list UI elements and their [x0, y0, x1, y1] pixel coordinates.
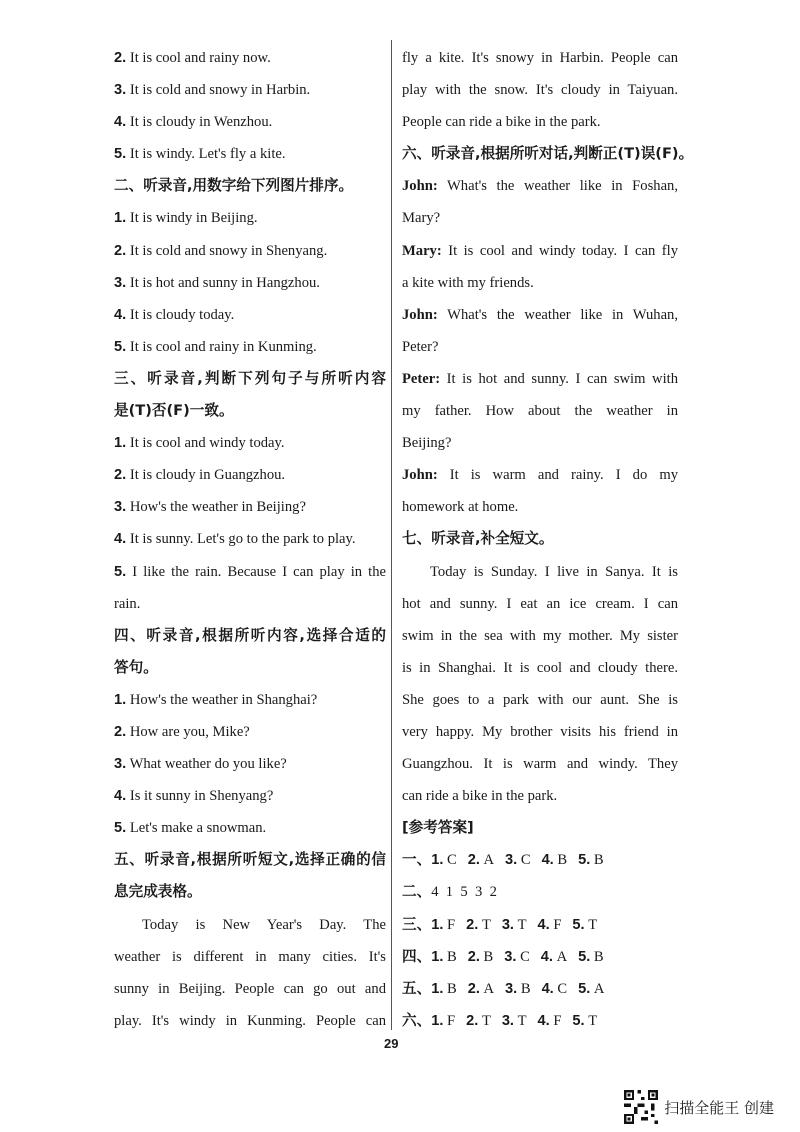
text-line: rain.: [114, 595, 141, 612]
answer-row: [402, 973, 678, 1005]
answer-letter: C: [447, 852, 457, 869]
item-text: It is cold and snowy in Shenyang.: [129, 242, 328, 259]
answer-row: [402, 941, 678, 973]
item-number: 5.: [114, 563, 127, 580]
answer-values: 4 1 5 3 2: [431, 884, 497, 901]
item-number: 5.: [114, 820, 127, 837]
item-number: 4.: [114, 306, 127, 323]
text-line: [114, 202, 386, 234]
answer-letter: A: [483, 980, 495, 997]
answer-number: 5.: [578, 948, 591, 965]
item-text: How are you, Mike?: [129, 723, 250, 740]
qr-code-icon: [624, 1090, 658, 1124]
section-heading: 五、听录音,根据所听短文,选择正确的信: [114, 851, 386, 869]
text-line: [114, 780, 386, 812]
left-column: [114, 42, 386, 1037]
item-text: It is cloudy in Wenzhou.: [129, 114, 273, 131]
answer-number: 3.: [501, 1012, 514, 1029]
item-number: 4.: [114, 788, 127, 805]
item-text: It is cloudy today.: [129, 306, 235, 323]
item-number: 4.: [114, 531, 127, 548]
text-line: She goes to a park with our aunt. She is: [402, 691, 678, 708]
text-line: [114, 235, 386, 267]
text-line: [114, 812, 386, 844]
answer-section-label: 二、: [402, 883, 432, 901]
answer-number: 4.: [541, 980, 554, 997]
answer-number: 2.: [467, 852, 480, 869]
section-heading: 二、听录音,用数字给下列图片排序。: [114, 177, 354, 195]
answer-letter: B: [483, 948, 494, 965]
answer-number: 4.: [540, 948, 553, 965]
right-column: [402, 42, 694, 1037]
answer-number: 1.: [431, 1012, 444, 1029]
section-heading: 答句。: [114, 658, 158, 676]
answer-letter: T: [517, 1012, 527, 1029]
answer-number: 1.: [431, 948, 444, 965]
text-line: swim in the sea with my mother. My sister: [402, 627, 678, 644]
answer-section-label: 一、: [402, 851, 432, 869]
item-number: 1.: [114, 691, 127, 708]
item-text: It is cool and rainy now.: [129, 50, 271, 66]
text-line: [402, 170, 678, 202]
item-number: 2.: [114, 723, 127, 740]
dialog-text: It is warm and rainy. I do my: [449, 467, 678, 484]
text-line: [114, 42, 386, 74]
answer-letter: T: [481, 916, 491, 933]
answer-section-label: 五、: [402, 979, 432, 997]
answer-number: 5.: [572, 1012, 585, 1029]
section-heading: 是(T)否(F)一致。: [114, 402, 234, 420]
answer-number: 1.: [431, 852, 444, 869]
answer-letter: T: [481, 1012, 491, 1029]
item-number: 2.: [114, 50, 127, 66]
item-text: I like the rain. Because I can play in the: [132, 563, 386, 580]
item-text: It is windy. Let's fly a kite.: [129, 146, 286, 163]
section-heading: 七、听录音,补全短文。: [402, 530, 554, 548]
text-line: very happy. My brother visits his friend in: [402, 723, 678, 740]
answer-number: 3.: [505, 980, 518, 997]
text-line: play. It's windy in Kunming. People can: [114, 1012, 386, 1029]
page-number: 29: [384, 1036, 399, 1051]
answer-letter: T: [588, 1012, 598, 1029]
text-line: Peter?: [402, 338, 439, 355]
text-line: [402, 459, 678, 491]
answer-letter: F: [553, 1012, 562, 1029]
item-text: It is sunny. Let's go to the park to play.: [129, 531, 356, 548]
text-line: [402, 299, 678, 331]
speaker-name: John:: [402, 306, 438, 323]
item-text: Is it sunny in Shenyang?: [129, 788, 274, 805]
text-line: a kite with my friends.: [402, 274, 534, 291]
answer-letter: T: [517, 916, 527, 933]
answer-number: 4.: [541, 852, 554, 869]
answer-number: 4.: [537, 916, 550, 933]
answer-letter: A: [483, 852, 495, 869]
item-number: 5.: [114, 146, 127, 163]
item-number: 2.: [114, 467, 127, 484]
dialog-text: What's the weather like in Wuhan,: [447, 306, 678, 323]
item-text: Let's make a snowman.: [129, 820, 267, 837]
text-line: [114, 331, 386, 363]
text-line: People can ride a bike in the park.: [402, 114, 601, 131]
text-line: [114, 459, 386, 491]
answer-number: 2.: [466, 1012, 479, 1029]
text-line: hot and sunny. I eat an ice cream. I can: [402, 595, 678, 612]
text-line: [114, 491, 386, 523]
text-line: [114, 299, 386, 331]
item-text: How's the weather in Shanghai?: [129, 691, 318, 708]
speaker-name: John:: [402, 467, 438, 484]
text-line: [114, 716, 386, 748]
text-line: fly a kite. It's snowy in Harbin. People can: [402, 50, 678, 66]
text-line: [114, 74, 386, 106]
text-line: [114, 748, 386, 780]
text-line: [114, 427, 386, 459]
answer-letter: A: [593, 980, 605, 997]
text-line: [402, 363, 678, 395]
speaker-name: Mary:: [402, 242, 442, 259]
text-line: sunny in Beijing. People can go out and: [114, 980, 386, 997]
item-number: 3.: [114, 82, 127, 99]
section-heading: [参考答案]: [402, 819, 474, 837]
text-line: [114, 138, 386, 170]
section-heading: 四、听录音,根据所听内容,选择合适的: [114, 626, 386, 644]
text-line: [114, 684, 386, 716]
answer-letter: C: [557, 980, 568, 997]
item-text: It is cloudy in Guangzhou.: [129, 467, 286, 484]
text-line: [114, 556, 386, 588]
item-text: It is windy in Beijing.: [129, 210, 258, 227]
answer-section-label: 三、: [402, 915, 432, 933]
text-line: can ride a bike in the park.: [402, 788, 558, 805]
text-line: weather is different in many cities. It's: [114, 948, 386, 965]
answer-section-label: 六、: [402, 1011, 432, 1029]
item-number: 1.: [114, 435, 127, 452]
answer-letter: B: [447, 948, 457, 965]
answer-number: 5.: [572, 916, 585, 933]
item-number: 4.: [114, 114, 127, 131]
answer-number: 5.: [578, 980, 591, 997]
text-line: homework at home.: [402, 499, 519, 516]
answer-number: 3.: [504, 948, 517, 965]
text-line: Today is New Year's Day. The: [142, 916, 386, 933]
item-number: 1.: [114, 210, 127, 227]
answer-number: 4.: [537, 1012, 550, 1029]
text-line: Mary?: [402, 210, 441, 227]
answer-number: 1.: [431, 916, 444, 933]
scanner-watermark: [624, 1090, 774, 1124]
answer-letter: B: [557, 852, 568, 869]
answer-letter: B: [520, 980, 531, 997]
text-line: Beijing?: [402, 435, 452, 452]
answer-number: 3.: [505, 852, 518, 869]
answer-letter: A: [556, 948, 568, 965]
answer-row: [402, 1005, 678, 1037]
section-heading: 息完成表格。: [114, 883, 202, 901]
item-text: It is cool and rainy in Kunming.: [129, 338, 317, 355]
text-line: my father. How about the weather in: [402, 403, 678, 420]
item-text: It is cool and windy today.: [129, 435, 285, 452]
text-line: [402, 235, 678, 267]
speaker-name: John:: [402, 178, 438, 195]
answer-letter: F: [447, 1012, 456, 1029]
item-number: 3.: [114, 499, 127, 516]
answer-number: 2.: [467, 980, 480, 997]
item-number: 5.: [114, 338, 127, 355]
text-line: play with the snow. It's cloudy in Taiyuan.: [402, 82, 678, 99]
answer-letter: B: [447, 980, 457, 997]
answer-letter: B: [593, 948, 604, 965]
answer-letter: T: [588, 916, 598, 933]
answer-section-label: 四、: [402, 947, 432, 965]
item-text: How's the weather in Beijing?: [129, 499, 306, 516]
text-line: Today is Sunday. I live in Sanya. It is: [430, 563, 678, 580]
answer-number: 3.: [501, 916, 514, 933]
text-line: [114, 523, 386, 555]
item-number: 3.: [114, 274, 127, 291]
answer-letter: F: [553, 916, 562, 933]
speaker-name: Peter:: [402, 370, 441, 387]
answer-letter: C: [520, 852, 531, 869]
item-number: 3.: [114, 756, 127, 773]
dialog-text: It is cool and windy today. I can fly: [448, 242, 678, 259]
dialog-text: What's the weather like in Foshan,: [447, 178, 678, 195]
item-text: It is cold and snowy in Harbin.: [129, 82, 311, 99]
dialog-text: It is hot and sunny. I can swim with: [446, 370, 678, 387]
answer-letter: F: [447, 916, 456, 933]
answer-number: 2.: [467, 948, 480, 965]
item-text: What weather do you like?: [129, 756, 287, 773]
text-line: [114, 106, 386, 138]
answer-letter: C: [520, 948, 530, 965]
section-heading: 三、听录音,判断下列句子与所听内容: [114, 369, 386, 387]
answer-letter: B: [593, 852, 604, 869]
text-line: Guangzhou. It is warm and windy. They: [402, 756, 678, 773]
text-line: [114, 267, 386, 299]
answer-row: [402, 909, 678, 941]
item-text: It is hot and sunny in Hangzhou.: [129, 274, 320, 291]
answer-number: 2.: [466, 916, 479, 933]
section-heading: 六、听录音,根据所听对话,判断正(T)误(F)。: [402, 145, 694, 163]
answer-number: 5.: [578, 852, 591, 869]
answer-row: [402, 876, 678, 908]
answer-number: 1.: [431, 980, 444, 997]
watermark-text: 扫描全能王 创建: [664, 1098, 774, 1117]
item-number: 2.: [114, 242, 127, 259]
text-line: is in Shanghai. It is cool and cloudy there.: [402, 659, 678, 676]
answer-row: [402, 844, 678, 876]
column-divider: [391, 40, 392, 1030]
